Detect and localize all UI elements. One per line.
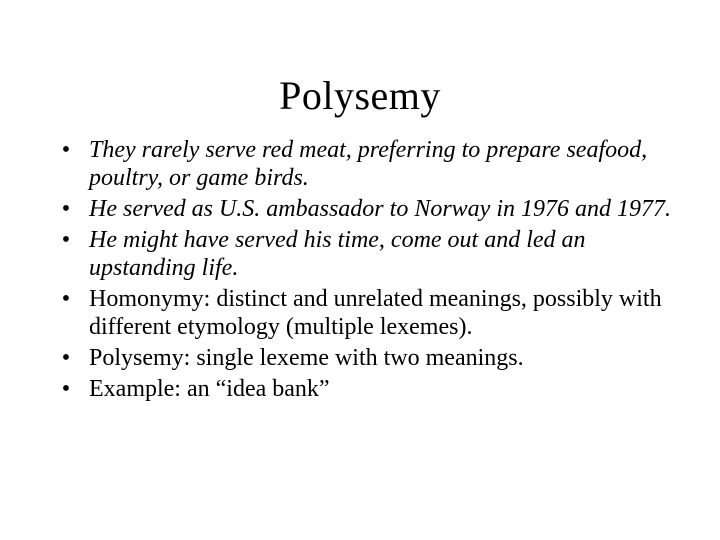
bullet-list	[56, 136, 696, 406]
bullet-text: Homonymy: distinct and unrelated meanings, possibly with different etymology (multiple lexemes).	[89, 286, 662, 340]
bullet-item	[56, 195, 696, 223]
bullet-item	[56, 136, 696, 192]
bullet-item	[56, 226, 696, 282]
bullet-item	[56, 344, 696, 372]
bullet-dot-icon: •	[61, 286, 71, 312]
bullet-item	[56, 285, 696, 341]
bullet-dot-icon: •	[61, 345, 71, 371]
bullet-text: They rarely serve red meat, preferring to prepare seafood, poultry, or game birds.	[89, 137, 648, 191]
slide-title: Polysemy	[279, 73, 441, 118]
bullet-text: Polysemy: single lexeme with two meanings.	[89, 345, 524, 371]
bullet-text: He might have served his time, come out and led an upstanding life.	[89, 227, 586, 281]
bullet-dot-icon: •	[61, 376, 71, 402]
bullet-dot-icon: •	[61, 137, 71, 163]
bullet-dot-icon: •	[61, 196, 71, 222]
bullet-text: He served as U.S. ambassador to Norway in 1976 and 1977.	[89, 196, 671, 222]
bullet-dot-icon: •	[61, 227, 71, 253]
bullet-text: Example: an “idea bank”	[89, 376, 330, 402]
bullet-item	[56, 375, 696, 403]
